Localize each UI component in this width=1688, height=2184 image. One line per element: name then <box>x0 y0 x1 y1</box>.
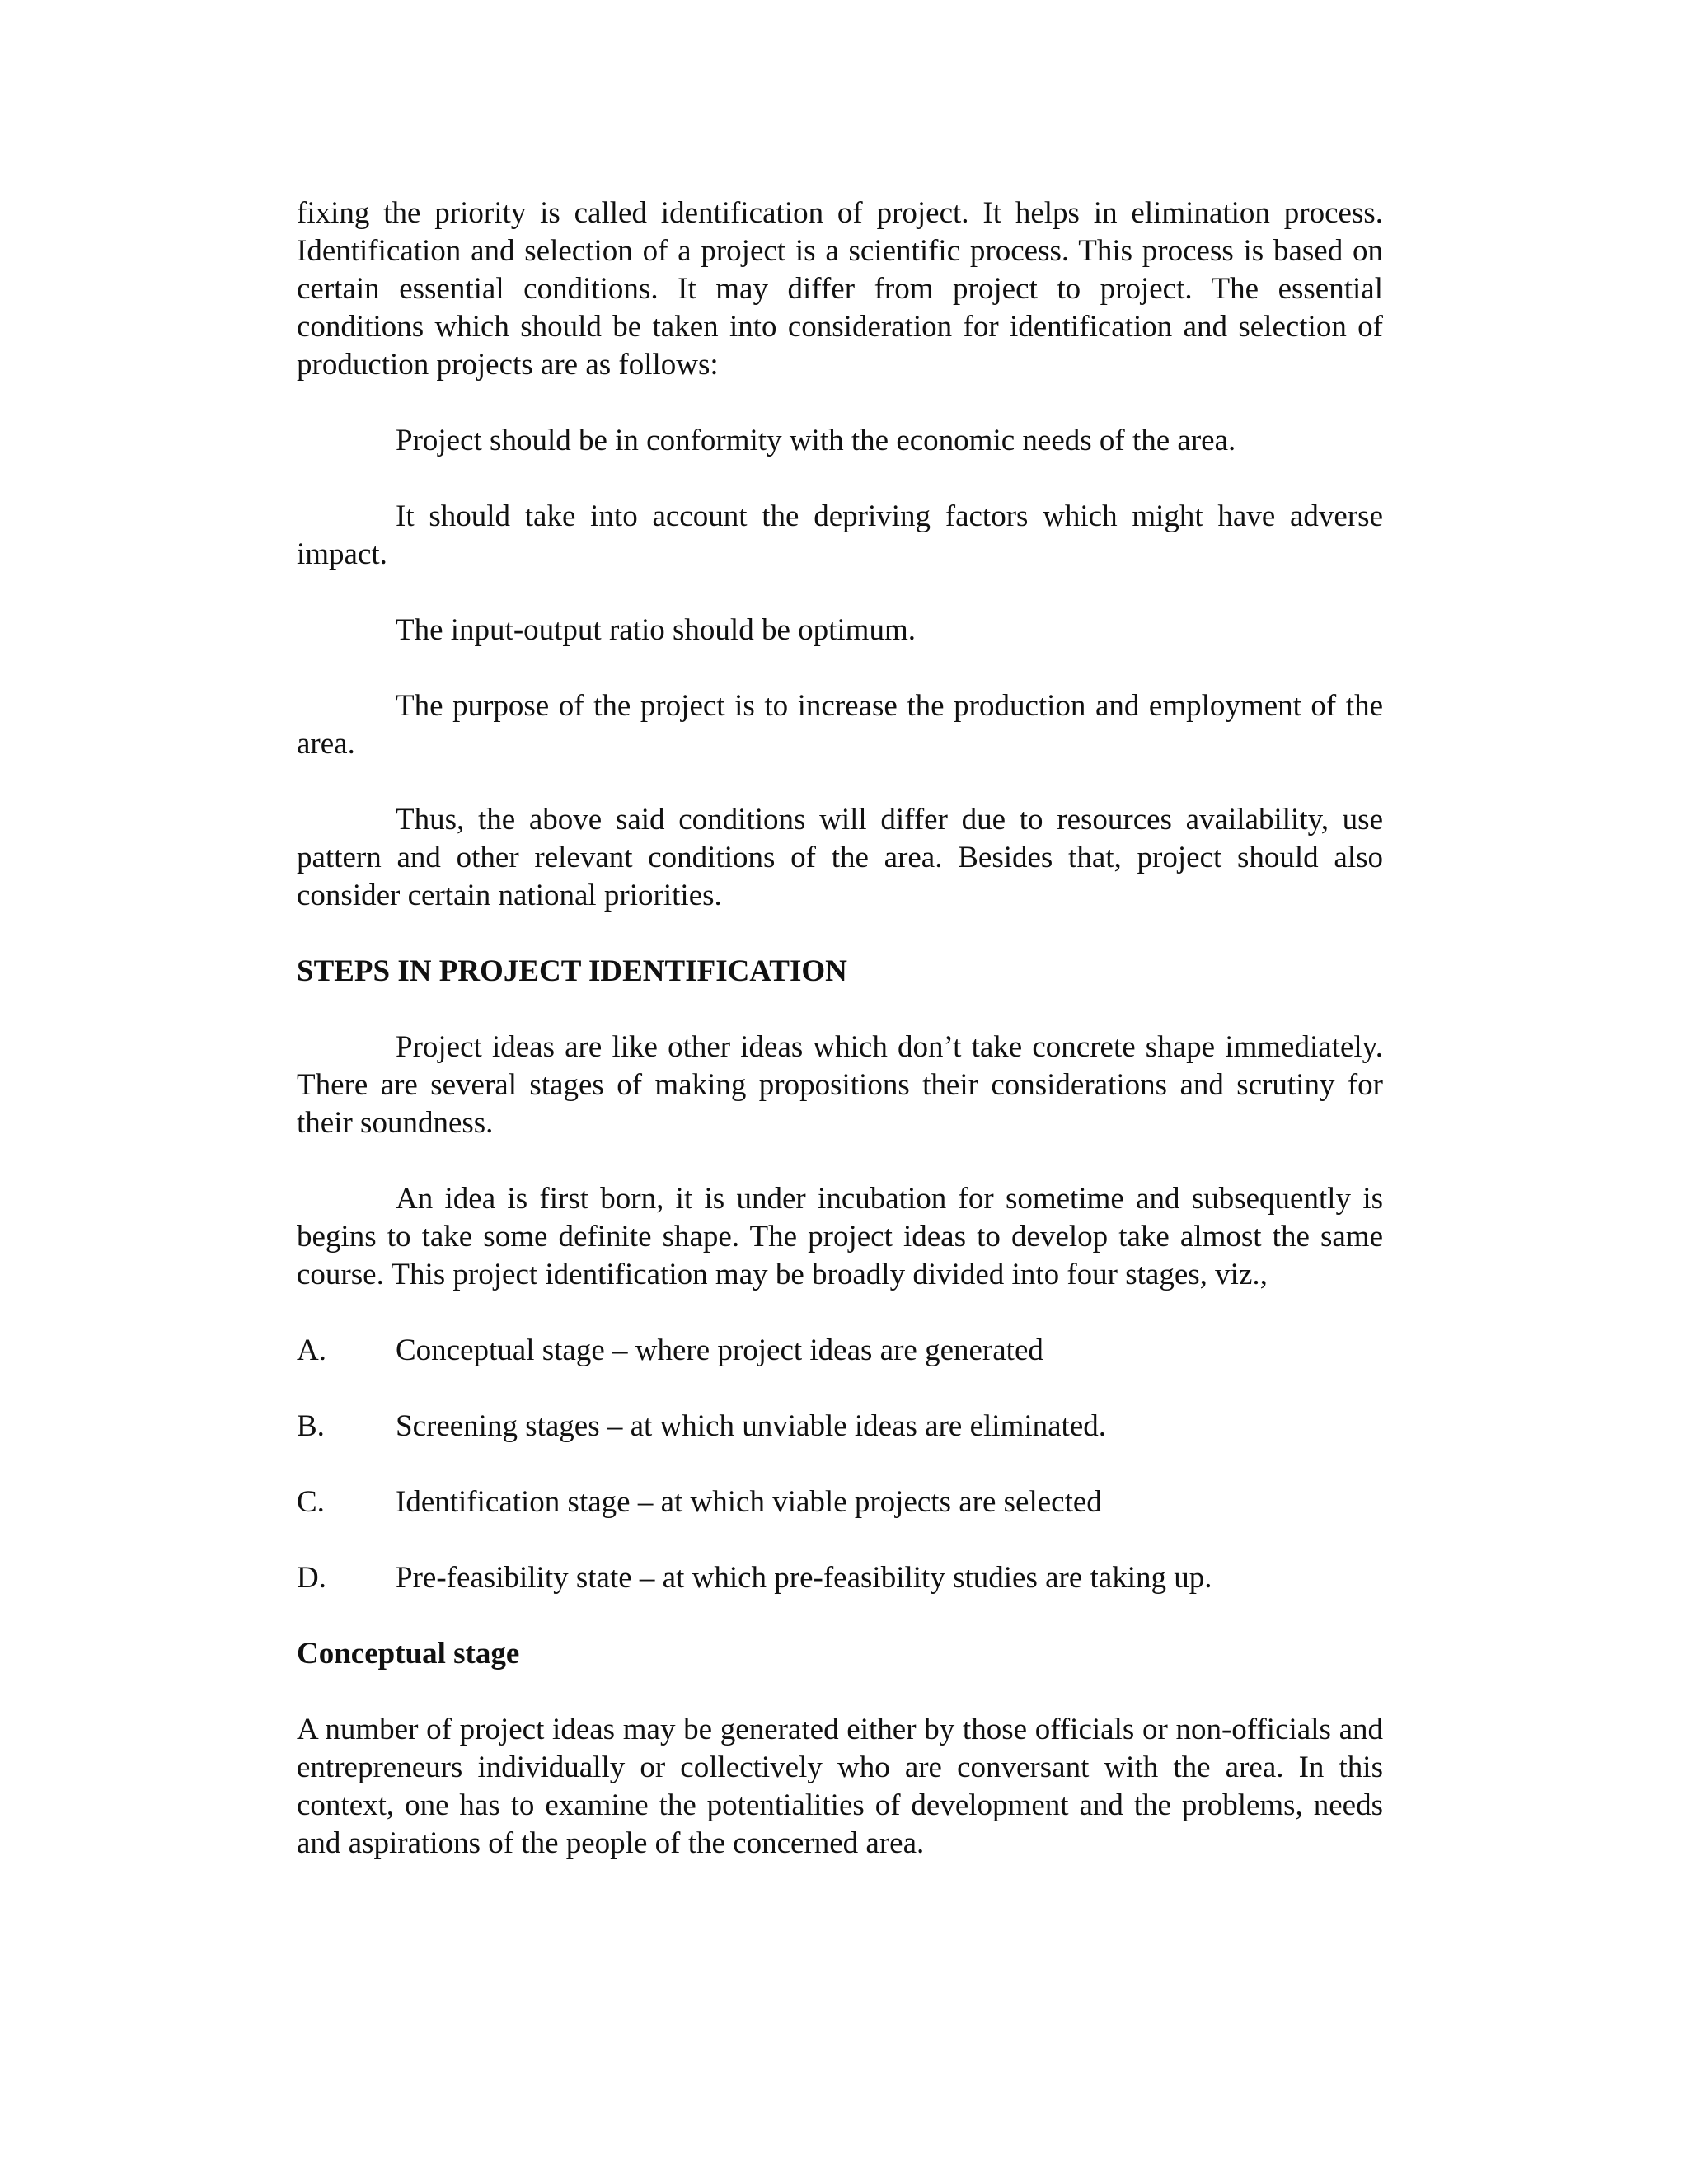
list-marker: B. <box>297 1409 325 1443</box>
intro-paragraph: fixing the priority is called identification of project. It helps in elimination process. Identification and selection of a project is a scientific process. This process is based on certain essential conditions. It may differ from project to project. The essential conditions which should be taken into consideration for identification and selection of production projects are as follows: <box>297 196 1383 382</box>
list-marker: A. <box>297 1333 326 1367</box>
idea-born-paragraph: An idea is first born, it is under incubation for sometime and subsequently is begins to take some definite shape. The project ideas to develop take almost the same course. This project identification may be broadly divided into four stages, viz., <box>297 1182 1383 1291</box>
document-page <box>297 194 1383 1863</box>
conceptual-stage-paragraph: A number of project ideas may be generated either by those officials or non-officials and entrepreneurs individually or collectively who are conversant with the area. In this context, one has to examine the potentialities of development and the problems, needs and aspirations of the people of the concerned area. <box>297 1713 1383 1860</box>
project-ideas-paragraph: Project ideas are like other ideas which don’t take concrete shape immediately. There are several stages of making propositions their considerations and scrutiny for their soundness. <box>297 1030 1383 1140</box>
list-item <box>297 1559 1383 1597</box>
list-item <box>297 1483 1383 1521</box>
list-marker: C. <box>297 1485 325 1519</box>
list-marker: D. <box>297 1561 326 1595</box>
list-item-text: Conceptual stage – where project ideas are generated <box>396 1333 1043 1367</box>
list-item-text: Identification stage – at which viable projects are selected <box>396 1485 1102 1519</box>
condition-depriving-factors: It should take into account the depriving factors which might have adverse impact. <box>297 499 1383 571</box>
condition-economic-needs: Project should be in conformity with the economic needs of the area. <box>396 424 1236 457</box>
stages-list <box>297 1332 1383 1597</box>
conceptual-stage-heading: Conceptual stage <box>297 1637 520 1671</box>
list-item <box>297 1332 1383 1370</box>
list-item <box>297 1408 1383 1446</box>
condition-input-output: The input-output ratio should be optimum. <box>396 613 916 647</box>
condition-purpose: The purpose of the project is to increase the production and employment of the area. <box>297 689 1383 761</box>
steps-heading: STEPS IN PROJECT IDENTIFICATION <box>297 954 847 988</box>
list-item-text: Pre-feasibility state – at which pre-feasibility studies are taking up. <box>396 1561 1212 1595</box>
list-item-text: Screening stages – at which unviable ideas are eliminated. <box>396 1409 1107 1443</box>
conditions-summary-paragraph: Thus, the above said conditions will differ due to resources availability, use pattern and other relevant conditions of the area. Besides that, project should also consider certain national priorities. <box>297 803 1383 912</box>
